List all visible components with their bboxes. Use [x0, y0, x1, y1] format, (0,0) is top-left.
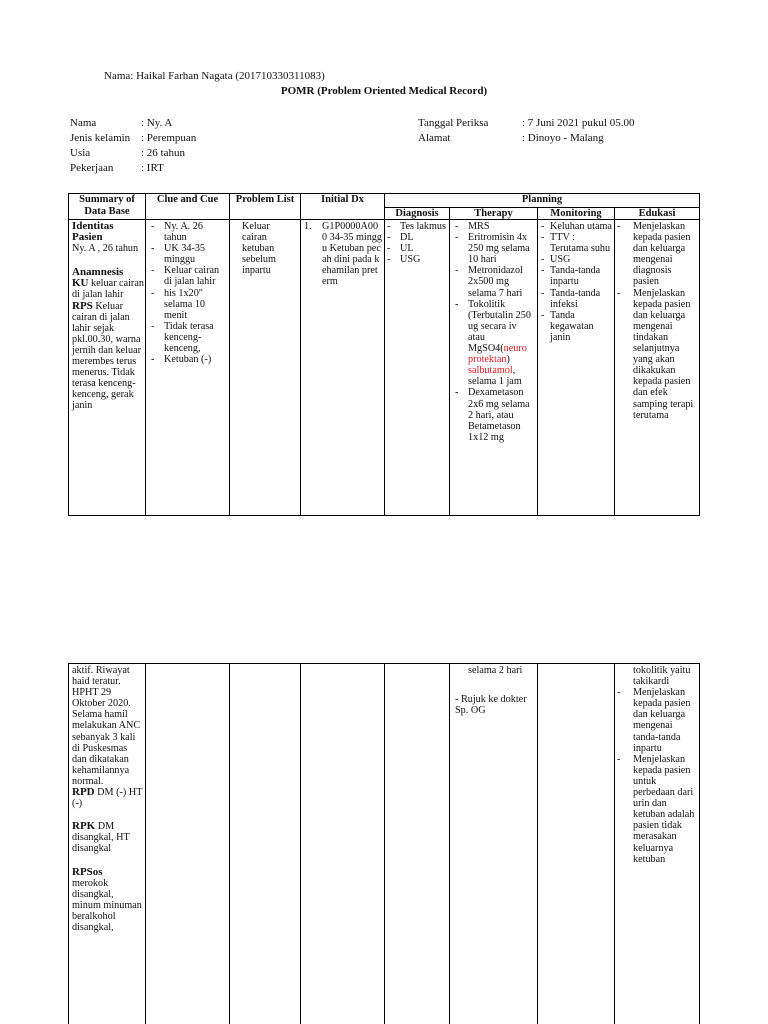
list-item: - his 1x20" selama 10 menit: [151, 287, 206, 321]
header-initial-dx: Initial Dx: [321, 194, 364, 205]
col-line: [68, 193, 69, 516]
col-line: [145, 663, 146, 1024]
anamnesis-label: Anamnesis: [72, 266, 124, 279]
rps-text: Keluar cairan di jalan lahir sejak pkl.00.30, warna jernih dan keluar merembes terus menerus. Tidak terasa kenceng-kenceng, gerak janin: [72, 300, 142, 412]
rujuk-text: - Rujuk ke dokter Sp. OG: [455, 694, 527, 717]
info-label-nama: Nama: [70, 117, 97, 129]
info-label-pekerjaan: Pekerjaan: [70, 162, 114, 174]
rpd-label: RPD: [72, 786, 95, 799]
info-value-alamat: : Dinoyo - Malang: [522, 132, 604, 144]
ku-text: keluar cairan di jalan lahir: [72, 278, 144, 301]
col-line: [614, 207, 615, 516]
col-line: [68, 663, 69, 1024]
header-therapy: Therapy: [474, 208, 513, 219]
therapy-cell-continued: [455, 665, 536, 716]
header-summary: Summary of Data Base: [79, 194, 135, 217]
list-item: - Dexametason 2x6 mg selama 2 hari, atau Betametason 1x12 mg: [455, 387, 530, 443]
edukasi-continued-text: tokolitik yaitu takikardi: [633, 665, 691, 688]
identitas-text: Ny. A , 26 tahun: [72, 243, 139, 255]
author-line: Nama: Haikal Farhan Nagata (201710330311083): [104, 70, 325, 82]
list-item: - USG: [541, 254, 571, 266]
list-item: - MRS: [455, 221, 490, 232]
list-item: - Menjelaskan kepada pasien dan keluarga mengenai diagnosis pasien: [617, 221, 691, 288]
list-item: - Metronidazol 2x500 mg selama 7 hari: [455, 265, 523, 299]
edukasi-cell: [617, 221, 697, 421]
list-item: - TTV : Terutama suhu: [541, 232, 611, 255]
rpsos-text: merokok disangkal, minum minuman beralkohol disangkal,: [72, 877, 142, 933]
list-item: - Ny. A. 26 tahun: [151, 221, 203, 244]
info-value-pekerjaan: : IRT: [141, 162, 164, 174]
col-line: [699, 193, 700, 516]
header-monitoring: Monitoring: [550, 208, 602, 219]
info-label-alamat: Alamat: [418, 132, 451, 144]
list-item: - Menjelaskan kepada pasien dan keluarga mengenai tanda-tanda inpartu: [617, 687, 691, 754]
clue-cell: [151, 221, 227, 365]
list-item: - Tanda-tanda infeksi: [541, 287, 601, 310]
info-label-usia: Usia: [70, 147, 91, 159]
list-item: - Menjelaskan kepada pasien untuk perbedaan dari urin dan ketuban adalah pasien tidak merasakan keluarnya ketuban: [617, 753, 695, 865]
col-line: [384, 193, 385, 516]
info-value-nama: : Ny. A: [141, 117, 173, 129]
rps-label: RPS: [72, 299, 93, 312]
list-item: - Keluhan utama: [541, 221, 612, 232]
initial-dx-cell: [304, 221, 382, 288]
info-value-jenis-kelamin: : Perempuan: [141, 132, 197, 144]
col-line: [229, 663, 230, 1024]
col-line: [300, 663, 301, 1024]
list-item: - Tanda-tanda inpartu: [541, 265, 601, 288]
salbutamol-text: salbutamol: [468, 365, 513, 377]
ku-label: KU: [72, 277, 89, 290]
summary-cell: [72, 221, 144, 412]
diagnosis-cell: [387, 221, 447, 265]
col-line: [537, 207, 538, 516]
rpk-text: DM disangkal, HT disangkal: [72, 821, 130, 855]
list-item: - Tes lakmus: [387, 221, 446, 232]
list-item: - UL: [387, 243, 414, 255]
rpd-text: DM (-) HT (-): [72, 787, 143, 810]
header-planning: Planning: [521, 194, 563, 205]
col-line: [449, 663, 450, 1024]
col-line: [384, 663, 385, 1024]
header-edukasi: Edukasi: [638, 208, 676, 219]
header-diagnosis: Diagnosis: [395, 208, 439, 219]
list-item: - Ketuban (-): [151, 354, 212, 366]
info-label-tanggal: Tanggal Periksa: [418, 117, 489, 129]
col-line: [300, 193, 301, 516]
summary-cell-continued: [72, 665, 144, 933]
col-line: [449, 207, 450, 516]
info-label-jenis-kelamin: Jenis kelamin: [70, 132, 131, 144]
list-item: - Tanda kegawatan janin: [541, 309, 594, 343]
list-item: - Menjelaskan kepada pasien dan keluarga mengenai tindakan selanjutnya yang akan dikakukan kepada pasien dan efek samping terapi terutama: [617, 287, 694, 421]
rpk-label: RPK: [72, 820, 96, 833]
list-item: - Tokolitik (Terbutalin 250 ug secara iv atau MgSO4(neuro protektan) salbutamol, selama 1 jam: [455, 298, 531, 388]
list-item: - UK 34-35 minggu: [151, 243, 206, 266]
info-value-usia: : 26 tahun: [141, 147, 185, 159]
col-line: [699, 663, 700, 1024]
info-value-tanggal: : 7 Juni 2021 pukul 05.00: [522, 117, 635, 129]
list-item: - Keluar cairan di jalan lahir: [151, 265, 220, 288]
list-item: - Eritromisin 4x 250 mg selama 10 hari: [455, 232, 530, 266]
rpsos-label: RPSos: [72, 865, 103, 878]
document-title: POMR (Problem Oriented Medical Record): [280, 85, 488, 97]
identitas-label: Identitas Pasien: [72, 220, 114, 244]
col-line: [229, 193, 230, 516]
header-problem: Problem List: [235, 194, 295, 205]
monitoring-cell: [541, 221, 613, 343]
initial-dx-item: 1. G1P0000A000 34-35 minggu Ketuban pecah dini pada kehamilan preterm: [304, 221, 382, 288]
neuro-protektan-text: neuro protektan: [468, 343, 527, 366]
summary-continued-text: aktif. Riwayat haid teratur. HPHT 29 Oktober 2020. Selama hamil melakukan ANC sebanyak 3 kali di Puskesmas dan dikatakan kehamilannya normal.: [72, 665, 141, 787]
problem-cell: Keluar cairan ketuban sebelum inpartu: [242, 221, 276, 277]
therapy-continued-text: selama 2 hari: [468, 665, 523, 676]
list-item: - Tidak terasa kenceng-kenceng,: [151, 320, 214, 355]
header-clue: Clue and Cue: [156, 194, 219, 205]
col-line: [537, 663, 538, 1024]
list-item: - DL: [387, 232, 414, 244]
therapy-cell: [455, 221, 536, 443]
edukasi-cell-continued: [617, 665, 697, 865]
col-line: [614, 663, 615, 1024]
list-item: - USG: [387, 254, 421, 266]
col-line: [145, 193, 146, 516]
